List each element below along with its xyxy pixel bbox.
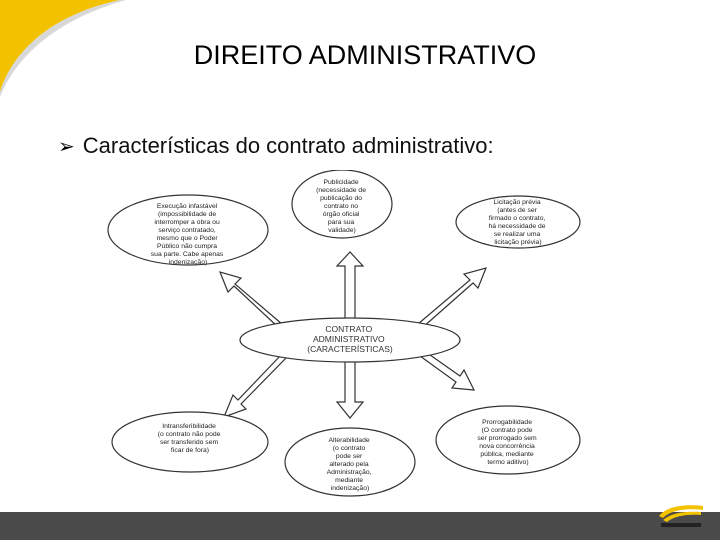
characteristics-diagram bbox=[100, 170, 600, 500]
center-line: CONTRATO bbox=[325, 324, 373, 334]
node-line: ficar de fora) bbox=[170, 447, 210, 454]
node-line: pública, mediante bbox=[480, 451, 534, 458]
node-line: (O contrato pode bbox=[481, 427, 533, 434]
node-line: Público não cumpra bbox=[157, 243, 218, 250]
node-line: serviço contratado, bbox=[158, 227, 216, 234]
arrow-to-intransferibilidade bbox=[224, 354, 286, 417]
node-line: alterado pela bbox=[329, 461, 369, 468]
university-logo bbox=[655, 500, 707, 530]
node-line: validade) bbox=[328, 227, 356, 234]
node-line: Licitação prévia bbox=[493, 199, 541, 206]
arrow-to-licitacao bbox=[418, 268, 486, 328]
arrow-to-publicidade bbox=[337, 252, 363, 320]
center-line: (CARACTERÍSTICAS) bbox=[307, 344, 393, 354]
node-line: (impossibilidade de bbox=[157, 211, 217, 218]
node-line: para sua bbox=[327, 219, 355, 226]
node-line: licitação prévia) bbox=[494, 239, 542, 246]
node-line: Execução infastável bbox=[156, 203, 218, 210]
node-line: publicação do bbox=[320, 195, 363, 202]
bullet-text: Características do contrato administrativo: bbox=[82, 133, 494, 158]
corner-swoosh-accent bbox=[0, 0, 120, 92]
node-line: interromper a obra ou bbox=[154, 219, 220, 226]
node-line: órgão oficial bbox=[322, 211, 360, 218]
node-line: (o contrato não pode bbox=[157, 431, 221, 438]
slide-title: DIREITO ADMINISTRATIVO bbox=[193, 40, 537, 70]
arrow-to-execucao bbox=[220, 272, 282, 327]
arrowhead-bullet-icon: ➢ bbox=[58, 135, 75, 158]
node-line: ser transferido sem bbox=[159, 439, 219, 446]
bullet-item bbox=[58, 133, 494, 159]
node-line: ser prorrogado sem bbox=[477, 435, 537, 442]
node-line: há necessidade de bbox=[488, 223, 546, 230]
node-line: indenização) bbox=[330, 485, 370, 492]
node-line: nova concorrência bbox=[479, 443, 535, 450]
node-line: Intransferibilidade bbox=[162, 423, 216, 430]
node-line: mesmo que o Poder bbox=[156, 235, 218, 242]
footer-bar bbox=[0, 512, 720, 540]
node-line: contrato no bbox=[324, 203, 359, 210]
node-line: Publicidade bbox=[323, 179, 359, 186]
node-line: termo aditivo) bbox=[487, 459, 529, 466]
node-line: se realizar uma bbox=[493, 231, 541, 238]
arrow-to-alterabilidade bbox=[337, 360, 363, 418]
logo-swoosh bbox=[659, 505, 703, 518]
logo-wordmark bbox=[661, 523, 701, 527]
execucao-label bbox=[151, 203, 225, 266]
node-line: sua parte. Cabe apenas bbox=[150, 251, 224, 258]
node-line: firmado o contrato, bbox=[488, 215, 546, 222]
node-line: Administração, bbox=[326, 469, 372, 476]
node-line: (necessidade de bbox=[316, 187, 366, 194]
node-line: (antes de ser bbox=[497, 207, 537, 214]
node-line: pode ser bbox=[335, 453, 363, 460]
licitacao-label bbox=[489, 199, 548, 246]
center-line: ADMINISTRATIVO bbox=[313, 334, 385, 344]
node-line: mediante bbox=[335, 477, 364, 484]
node-line: Alterabilidade bbox=[328, 437, 370, 444]
node-line: (o contrato bbox=[332, 445, 366, 452]
node-line: indenização) bbox=[168, 259, 208, 266]
node-line: Prorrogabilidade bbox=[482, 419, 532, 426]
